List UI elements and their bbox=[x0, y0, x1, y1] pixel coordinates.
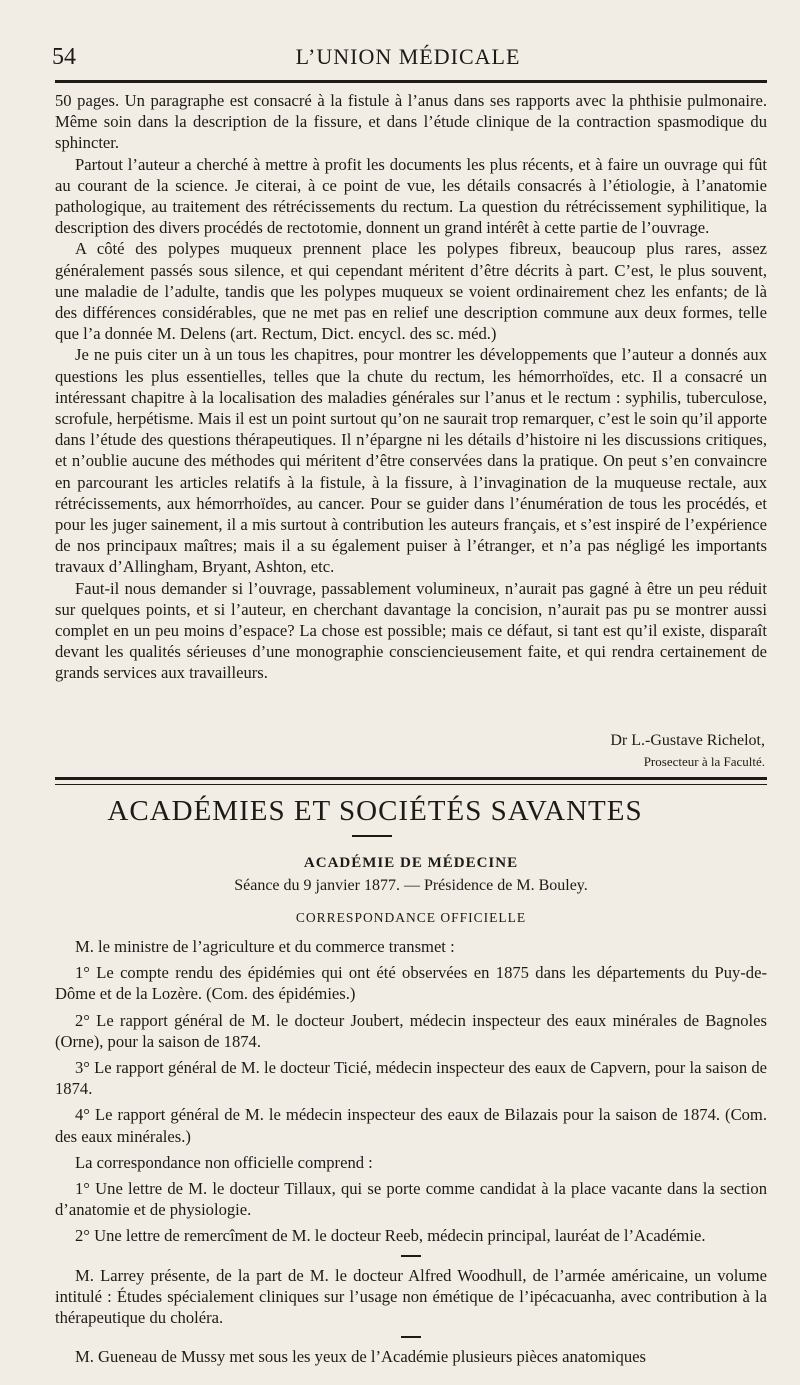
paragraph: 1° Une lettre de M. le docteur Tillaux, qui se porte comme candidat à la place vacante dans la section d’anatomie et de physiologie. bbox=[55, 1179, 767, 1220]
signature-title: Prosecteur à la Faculté. bbox=[643, 754, 765, 769]
paragraph: La correspondance non officielle comprend : bbox=[75, 1152, 373, 1172]
section-title: ACADÉMIES ET SOCIÉTÉS SAVANTES bbox=[107, 795, 643, 827]
paragraph: M. Larrey présente, de la part de M. le docteur Alfred Woodhull, de l’armée américaine, un volume intitulé : Études spécialement cliniques sur l’usage non émétique de l’ipécacuanha, avec contribution à la thérapeutique du choléra. bbox=[55, 1265, 767, 1328]
section-title-rule bbox=[352, 835, 392, 837]
paragraph: A côté des polypes muqueux prennent place les polypes fibreux, beaucoup plus rares, assez généralement passés sous silence, et qui cependant méritent d’être décrits à part. C’est, le plus souvent, une maladie de l’adulte, tandis que les polypes muqueux se voient ordinairement chez les enfants; de là des différences considérables, que ne met pas en relief une description commune aux deux formes, telle que l’a donnée M. Delens (art. Rectum, Dict. encycl. des sc. méd.) bbox=[55, 239, 767, 344]
paragraph: Partout l’auteur a cherché à mettre à profit les documents les plus récents, et à faire un ouvrage qui fût au courant de la science. Je citerai, à ce point de vue, les détails consacrés à l’étiologie, à l’anatomie pathologique, au traitement des rétrécissements du rectum. La question du rétrécissement syphilitique, la description des divers procédés de rectotomie, donnent un grand intérêt à cette partie de l’ouvrage. bbox=[55, 154, 767, 238]
paragraph: M. Gueneau de Mussy met sous les yeux de l’Académie plusieurs pièces anatomiques bbox=[75, 1347, 646, 1367]
signature bbox=[610, 730, 765, 772]
seance-line: Séance du 9 janvier 1877. — Présidence de M. Bouley. bbox=[234, 877, 588, 894]
paragraph: 3° Le rapport général de M. le docteur Ticié, médecin inspecteur des eaux de Capvern, pour la saison de 1874. bbox=[55, 1058, 767, 1099]
article-body bbox=[55, 90, 767, 684]
paragraph: 4° Le rapport général de M. le médecin inspecteur des eaux de Bilazais pour la saison de 1874. (Com. des eaux minérales.) bbox=[55, 1105, 767, 1146]
paragraph: 1° Le compte rendu des épidémies qui ont été observées en 1875 dans les départements du Puy-de-Dôme et de la Lozère. (Com. des épidémies.) bbox=[55, 963, 767, 1004]
paragraph: 2° Une lettre de remercîment de M. le docteur Reeb, médecin principal, lauréat de l’Académie. bbox=[75, 1226, 706, 1246]
separator bbox=[401, 1336, 421, 1338]
separator bbox=[401, 1255, 421, 1257]
page-header bbox=[52, 38, 764, 78]
page-number: 54 bbox=[52, 44, 76, 70]
section-rule-bottom bbox=[55, 784, 767, 785]
paragraph: 2° Le rapport général de M. le docteur Joubert, médecin inspecteur des eaux minérales de Bagnoles (Orne), pour la saison de 1874. bbox=[55, 1010, 767, 1051]
signature-name: Dr L.-Gustave Richelot, bbox=[610, 732, 765, 749]
journal-title: L’UNION MÉDICALE bbox=[295, 44, 521, 69]
correspondance-heading: CORRESPONDANCE OFFICIELLE bbox=[295, 910, 527, 925]
section-rule-top bbox=[55, 777, 767, 780]
academie-heading: ACADÉMIE DE MÉDECINE bbox=[303, 855, 519, 871]
paragraph: 50 pages. Un paragraphe est consacré à la fistule à l’anus dans ses rapports avec la phthisie pulmonaire. Même soin dans la description de la fissure, et dans l’étude clinique de la contraction spasmodique du sphincter. bbox=[55, 91, 767, 153]
section-body bbox=[55, 936, 767, 1372]
paragraph: Je ne puis citer un à un tous les chapitres, pour montrer les développements que l’auteur a donnés aux questions les plus essentielles, telles que la chute du rectum, les hémorrhoïdes, etc. Il a consacré un intéressant chapitre à la localisation des maladies générales sur l’anus et le rectum : syphilis, tuberculose, scrofule, herpétisme. Mais il est un point surtout qu’on ne saurait trop remarquer, c’est le soin qu’il apporte dans l’étude des questions thérapeutiques. Il n’épargne ni les détails d’histoire ni les discussions critiques, et n’oublie aucune des méthodes qui méritent d’être conservées dans la pratique. On peut s’en convaincre en parcourant les articles relatifs à la fistule, à la fissure, à l’invagination de la muqueuse rectale, aux rétrécissements, aux hémorrhoïdes, au cancer. Pour se guider dans l’énumération de tous les procédés, et pour les juger sainement, il a mis surtout à contribution les auteurs français, et s’est inspiré de l’expérience de nos principaux maîtres; mais il a su également puiser à l’étranger, et n’a pas négligé les importants travaux d’Allingham, Bryant, Ashton, etc. bbox=[55, 345, 767, 577]
paragraph: Faut-il nous demander si l’ouvrage, passablement volumineux, n’aurait pas gagné à être un peu réduit sur quelques points, et si l’auteur, en cherchant davantage la concision, n’aurait pas pu se montrer aussi complet en un peu moins d’espace? La chose est possible; mais ce défaut, si tant est qu’il existe, disparaît devant les qualités sérieuses d’une monographie consciencieusement faite, et qui rendra certainement de grands services aux travailleurs. bbox=[55, 578, 767, 683]
paragraph: M. le ministre de l’agriculture et du commerce transmet : bbox=[75, 937, 455, 956]
header-rule bbox=[55, 80, 767, 83]
